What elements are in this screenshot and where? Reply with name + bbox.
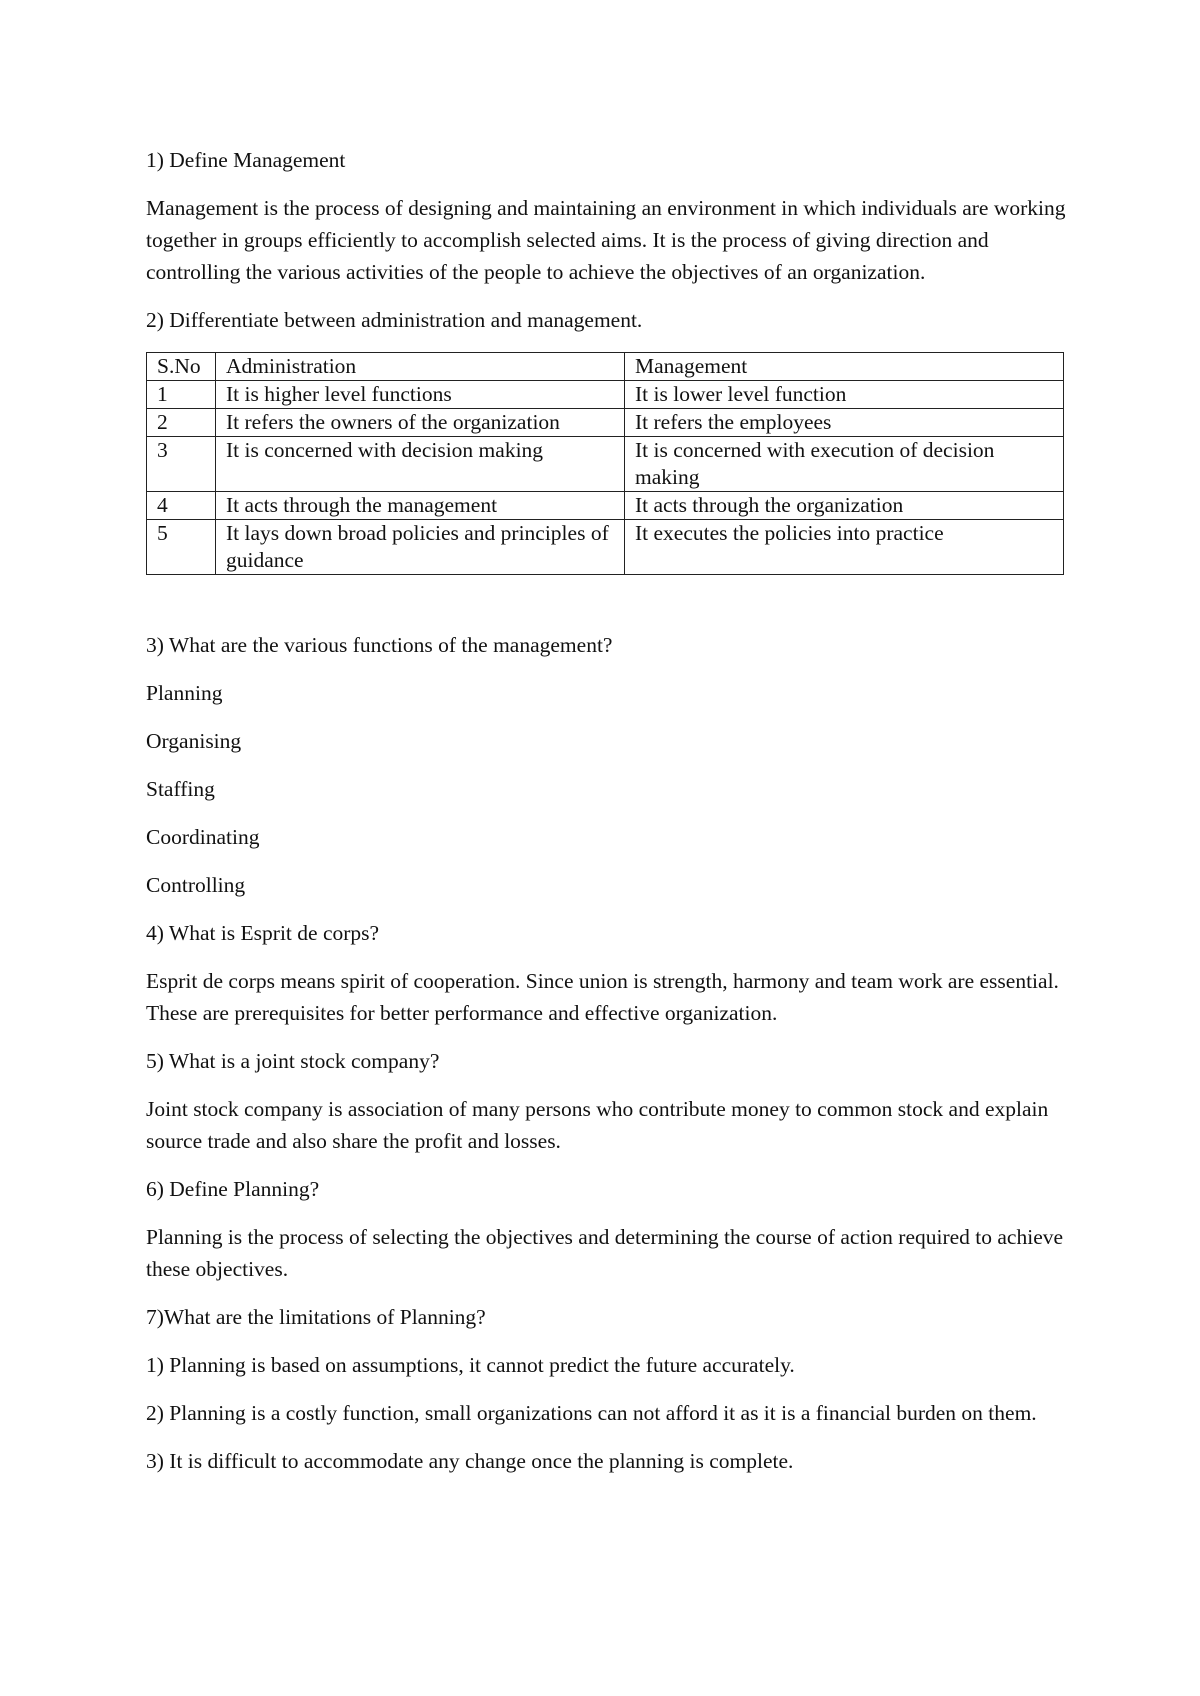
answer-1: Management is the process of designing and maintaining an environment in which individuals are working together in groups efficiently to accomplish selected aims. It is the process of giving direction and controlling the various activities of the people to achieve the objectives of an organization. [146, 196, 1066, 284]
question-1: 1) Define Management [146, 148, 346, 172]
question-2: 2) Differentiate between administration and management. [146, 308, 643, 332]
answer-4: Esprit de corps means spirit of cooperation. Since union is strength, harmony and team work are essential. These are prerequisites for better performance and effective organization. [146, 969, 1059, 1025]
table-cell-management: It acts through the organization [625, 492, 1064, 520]
table-row [147, 381, 1064, 409]
table-row [147, 520, 1064, 575]
table-cell-administration: It refers the owners of the organization [216, 409, 625, 437]
table-row [147, 409, 1064, 437]
function-item: Staffing [146, 777, 215, 801]
table-cell-sno: 4 [147, 492, 216, 520]
question-3: 3) What are the various functions of the management? [146, 633, 613, 657]
table-cell-sno: 1 [147, 381, 216, 409]
table-cell-management: It is lower level function [625, 381, 1064, 409]
function-item: Controlling [146, 873, 246, 897]
table-cell-management: It refers the employees [625, 409, 1064, 437]
question-4: 4) What is Esprit de corps? [146, 921, 380, 945]
table-cell-administration: It acts through the management [216, 492, 625, 520]
question-6: 6) Define Planning? [146, 1177, 320, 1201]
table-cell-administration: It is concerned with decision making [216, 437, 625, 492]
table-cell-sno: 2 [147, 409, 216, 437]
function-item: Coordinating [146, 825, 260, 849]
header-sno: S.No [147, 353, 216, 381]
question-5: 5) What is a joint stock company? [146, 1049, 440, 1073]
answer-6: Planning is the process of selecting the objectives and determining the course of action required to achieve these objectives. [146, 1225, 1064, 1281]
question-7: 7)What are the limitations of Planning? [146, 1305, 486, 1329]
table-row [147, 437, 1064, 492]
table-cell-administration: It lays down broad policies and principles of guidance [216, 520, 625, 575]
function-item: Organising [146, 729, 242, 753]
table-cell-management: It is concerned with execution of decision making [625, 437, 1064, 492]
table-cell-sno: 5 [147, 520, 216, 575]
function-item: Planning [146, 681, 223, 705]
header-administration: Administration [216, 353, 625, 381]
limitation-point: 3) It is difficult to accommodate any change once the planning is complete. [146, 1449, 794, 1473]
limitation-point: 2) Planning is a costly function, small organizations can not afford it as it is a financial burden on them. [146, 1401, 1037, 1425]
table-cell-administration: It is higher level functions [216, 381, 625, 409]
document-page [146, 144, 1066, 1493]
limitation-point: 1) Planning is based on assumptions, it cannot predict the future accurately. [146, 1353, 795, 1377]
table-row [147, 492, 1064, 520]
header-management: Management [625, 353, 1064, 381]
table-cell-management: It executes the policies into practice [625, 520, 1064, 575]
table-cell-sno: 3 [147, 437, 216, 492]
answer-5: Joint stock company is association of many persons who contribute money to common stock and explain source trade and also share the profit and losses. [146, 1097, 1049, 1153]
table-header-row [147, 353, 1064, 381]
comparison-table [146, 352, 1064, 575]
